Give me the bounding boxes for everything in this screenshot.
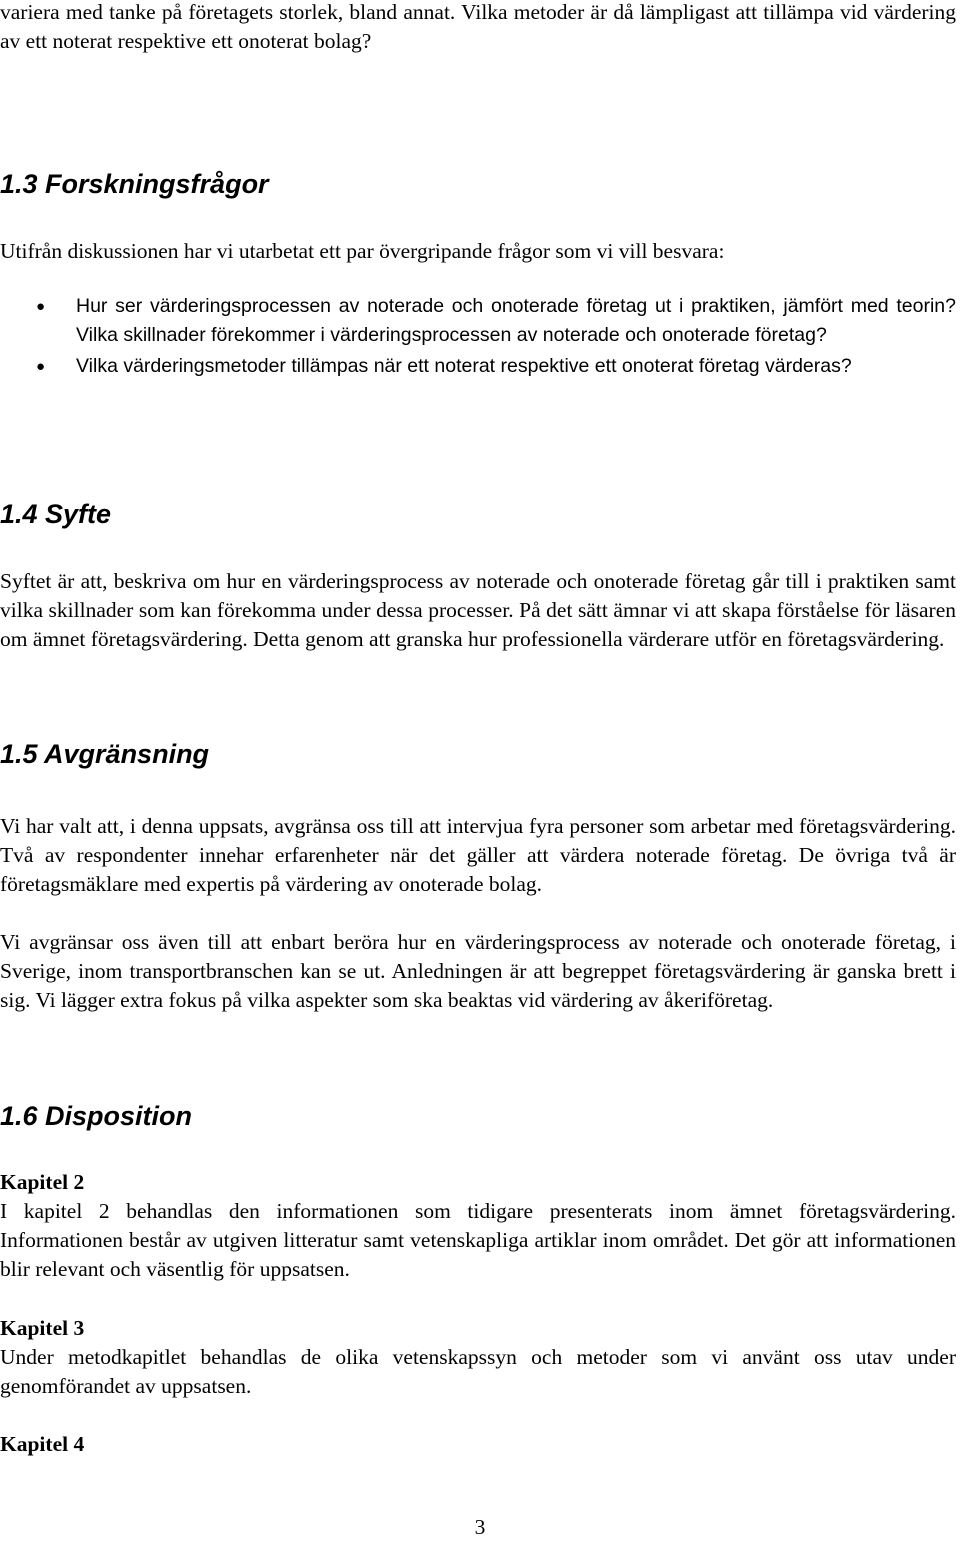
- page-number: 3: [474, 1515, 486, 1539]
- avgransning-paragraph-2: Vi avgränsar oss även till att enbart beröra hur en värderingsprocess av noterade och onoterade företag, i Sverige, inom transportbranschen kan se ut. Anledningen är att begreppet företagsvärdering är ganska brett i sig. Vi lägger extra fokus på vilka aspekter som ska beaktas vid värdering av åkeriföretag.: [0, 930, 956, 1012]
- list-item: [0, 352, 956, 381]
- heading-disposition: 1.6 Disposition: [0, 1101, 193, 1131]
- list-item-text: Vilka värderingsmetoder tillämpas när ett noterat respektive ett onoterat företag värderas?: [76, 355, 852, 377]
- list-item: [0, 292, 956, 350]
- chapter-3-text: Under metodkapitlet behandlas de olika vetenskapssyn och metoder som vi använt oss utav under genomförandet av uppsatsen.: [0, 1345, 956, 1398]
- chapter-2-text: I kapitel 2 behandlas den informationen som tidigare presenterats inom ämnet företagsvärdering. Informationen består av utgiven litteratur samt vetenskapliga artiklar inom området. Det gör att informationen blir relevant och väsentlig för uppsatsen.: [0, 1199, 956, 1281]
- research-questions-list: [0, 292, 956, 381]
- chapter-2-title: Kapitel 2: [0, 1170, 85, 1194]
- syfte-paragraph: Syftet är att, beskriva om hur en värderingsprocess av noterade och onoterade företag går till i praktiken samt vilka skillnader som kan förekomma under dessa processer. På det sätt ämnar vi att skapa förståelse för läsaren om ämnet företagsvärdering. Detta genom att granska hur professionella värderare utför en företagsvärdering.: [0, 569, 956, 651]
- bullet-icon: ●: [36, 298, 46, 315]
- bullet-icon: ●: [36, 358, 46, 375]
- research-questions-lead: Utifrån diskussionen har vi utarbetat ett par övergripande frågor som vi vill besvara:: [0, 239, 725, 263]
- chapter-3-title: Kapitel 3: [0, 1316, 85, 1340]
- heading-syfte: 1.4 Syfte: [0, 499, 112, 529]
- avgransning-paragraph-1: Vi har valt att, i denna uppsats, avgränsa oss till att intervjua fyra personer som arbetar med företagsvärdering. Två av respondenter innehar erfarenheter när det gäller att värdera noterade företag. De övriga två är företagsmäklare med expertis på värdering av onoterade bolag.: [0, 814, 956, 896]
- heading-avgransning: 1.5 Avgränsning: [0, 739, 210, 769]
- intro-paragraph: variera med tanke på företagets storlek, bland annat. Vilka metoder är då lämpligast att tillämpa vid värdering av ett noterat respektive ett onoterat bolag?: [0, 0, 956, 53]
- chapter-4-title: Kapitel 4: [0, 1432, 85, 1456]
- list-item-text: Hur ser värderingsprocessen av noterade och onoterade företag ut i praktiken, jämfört med teorin? Vilka skillnader förekommer i värderingsprocessen av noterade och onoterade företag?: [76, 295, 956, 346]
- heading-forskningsfragor: 1.3 Forskningsfrågor: [0, 169, 269, 199]
